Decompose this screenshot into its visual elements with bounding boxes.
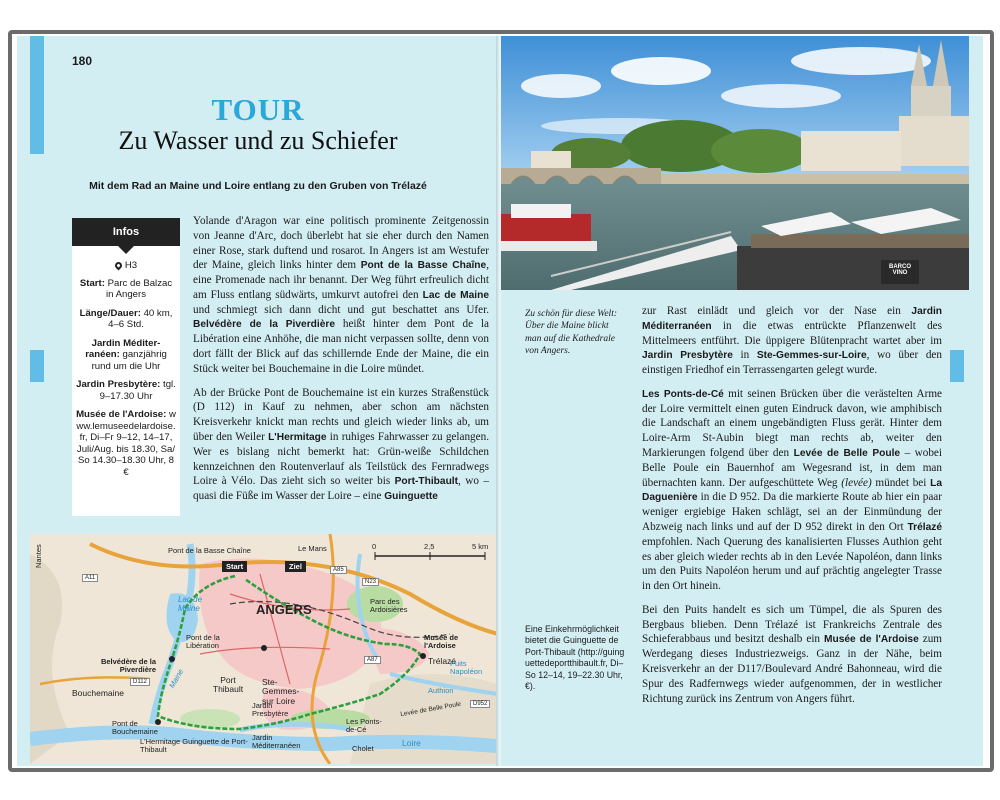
map-scale-2-5: 2,5 (424, 542, 435, 551)
map-scale-5km: 5 km (472, 542, 489, 551)
map-label-ste-gemmes: Ste-Gemmes-sur Loire (262, 677, 300, 706)
map-label-trelaze: Trélazé (428, 656, 457, 666)
map-label-bouchemaine: Bouchemaine (72, 688, 124, 698)
route-map (30, 534, 498, 764)
map-label-jardin-presbytere: Jardin Presbytère (252, 701, 289, 719)
chapter-tab-mid-right (950, 350, 964, 382)
map-label-authion: Authion (428, 686, 454, 695)
info-musee-ardoise: Musée de l'Ardoise: www.lemuseedelardoise.fr, Di–Fr 9–12, 14–17, Juli/Aug. bis 18.30, Sa/So 14.30–18.30 Uhr, 8 € (76, 409, 176, 478)
left-paragraph-1: Yolande d'Aragon war eine politisch prominente Zeitgenossin von Jeanne d'Arc, doch überlebt hat sie eher durch den Namen einer Rose, stark duftend und rosarot. In Angers ist am Westufer der Maine, gleich links hinter dem Pont de la Basse Chaîne, eine Promenade nach ihr benannt. Der Weg führt erfreulich dicht am Fluss entlang südwärts, umkurvt autofrei den Lac de Maine und schmiegt sich dann dicht und gut beschattet ans Ufer. Belvédère de la Piverdière heißt hinter dem Pont de la Libération eine Anhöhe, die man nicht verpassen sollte, denn von dort fällt der Blick auf das schillernde Ende der Maine, die ein Stück weiter bei Bouchemaine in die Loire mündet. (193, 215, 489, 375)
map-label-cholet: Cholet (352, 744, 374, 753)
map-road-d112: D112 (130, 678, 150, 686)
page-subtitle: Mit dem Rad an Maine und Loire entlang zu den Gruben von Trélazé (89, 180, 427, 192)
info-jardin-mediterraneen: Jardin Méditer-ranéen: ganzjährig rund um die Uhr (85, 337, 167, 372)
map-label-levee-belle-poule: Levée de Belle Poule (399, 700, 462, 719)
map-label-puits-napoleon: Puits Napoléon (450, 659, 483, 677)
map-label-parc-ardoisieres: Parc des Ardoisières (370, 597, 408, 615)
map-road-a11: A11 (82, 574, 98, 582)
photo-graphic (501, 36, 969, 290)
map-road-n23: N23 (362, 578, 379, 586)
map-label-belvedere: Belvédère de la Piverdière (100, 657, 156, 675)
map-label-lac-de-maine: Lac de Maine (178, 595, 203, 613)
map-label-nantes: Nantes (34, 544, 43, 568)
info-start: Start: Parc de Balzac in Angers (79, 277, 173, 300)
map-label-port-thibault: Port Thibault (212, 675, 244, 695)
page-number: 180 (72, 54, 93, 68)
photo-caption: Zu schön für diese Welt: Über die Maine blickt man auf die Kathedrale von Angers. (525, 309, 618, 357)
map-pin-icon (113, 261, 123, 271)
right-paragraph-3: Bei den Puits handelt es sich um Tümpel, die als Spuren des Bergbaus blieben. Denn Trélazé ist Frankreichs Zentrale des Schieferabbaus und besitzt deshalb ein Musée de l'Ardoise zum Werdegang dieses Industriezweigs. Ganz in der Nähe, beim Kreisverkehr an der D117/Boulevard André Bahonneau, wird die Spur des Radfernwegs wieder aufgenommen, der in westlicher Richtung zurück ins Zentrum von Angers führt. (642, 603, 942, 705)
chapter-tab-mid-left (30, 350, 44, 382)
map-road-a85: A85 (330, 566, 347, 574)
map-label-hermitage-guinguette: L'Hermitage Guinguette de Port-Thibault (140, 737, 248, 755)
map-label-jardin-mediterraneen: Jardin Méditerranéen (252, 733, 301, 751)
map-label-musee-ardoise: Musée de l'Ardoise (424, 633, 459, 651)
map-label-pont-basse-chaine: Pont de la Basse Chaîne (168, 546, 251, 555)
map-label-pont-liberation: Pont de la Libération (186, 633, 220, 651)
left-body-text (193, 214, 489, 513)
map-label-ziel: Ziel (285, 561, 306, 572)
map-road-d952: D952 (470, 700, 490, 708)
map-label-angers: ANGERS (256, 602, 312, 617)
photo-sign-barco-vino: BARCO VINO (889, 264, 911, 277)
page-title: Zu Wasser und zu Schiefer (118, 126, 398, 155)
map-label-ponts-de-ce: Les Ponts-de-Cé (346, 717, 382, 735)
left-paragraph-2: Ab der Brücke Pont de Bouchemaine ist ein kurzes Straßenstück (D 112) in Kauf zu nehmen, aber schon am nächsten Kreisverkehr knickt man rechts und gleich wieder links ab, um über den Weiler L'Hermitage in ruhiges Fahrwasser zu gelangen. Wer es bislang nicht bemerkt hat: Grün-weiße Schildchen kennzeichnen den Routenverlauf als Teilstück des Fernradwegs Loire à Vélo. Das zieht sich so weiter bis Port-Thibault, wo – quasi die Füße im Wasser der Loire – eine Guinguette (193, 386, 489, 503)
map-road-a87: A87 (364, 656, 381, 664)
right-paragraph-2: Les Ponts-de-Cé mit seinen Brücken über die verästelten Arme der Loire vermittelt einen guten Eindruck davon, wie amphibisch die Landschaft an einem ungebändigten Fluss gerät. Hinter dem Loire-Arm St-Aubin biegt man rechts ab, weiter den Markierungen folgend über den Levée de Belle Poule – wobei Belle Poule ein Bauernhof am Wegesrand ist, in dem man übernachten kann. Der aufgeschüttete Weg (levée) mündet bei La Daguenière in die D 952. Da die markierte Route ab hier ein paar weniger ergiebige Haken schlägt, sei an der Einmündung der Abzweig nach links und auf der D 952 direkt in den Ort Trélazé empfohlen. Nach Querung des kanalisierten Flusses Authion geht es aber gleich wieder rechts ab in den Levée Napoléon, dann links um den Puits Napoléon herum und auf prächtig angelegter Trasse in den Ort hinein. (642, 387, 943, 593)
info-duration: Länge/Dauer: 40 km, 4–6 Std. (79, 307, 173, 330)
right-body-text (642, 304, 942, 715)
info-box (72, 218, 180, 516)
map-label-start: Start (222, 561, 247, 572)
map-label-le-mans: Le Mans (298, 544, 327, 553)
info-grid-ref: H3 (76, 260, 176, 272)
side-note-guinguette: Eine Einkehrmöglichkeit bietet die Guinguette de Port-Thibault (http://guinguettedeportthibault.fr, Di–So 12–14, 19–22.30 Uhr, €). (525, 624, 625, 692)
map-scale-0: 0 (372, 542, 377, 551)
map-label-maine: Maine (167, 667, 186, 690)
map-label-pont-bouchemaine: Pont de Bouchemaine (112, 719, 158, 737)
info-box-heading: Infos (72, 218, 180, 246)
tour-label: TOUR (211, 92, 305, 127)
right-paragraph-1: zur Rast einlädt und gleich vor der Nase ein Jardin Méditerranéen in die etwas entrückte Pflanzenwelt des Mittelmeers entführt. Die üppigere Blütenpracht wartet aber im Jardin Presbytère in Ste-Gemmes-sur-Loire, wo über den einstigen Friedhof ein Terrassengarten gelegt wurde. (642, 305, 942, 377)
photo-angers-maine (501, 36, 969, 290)
map-label-loire: Loire (402, 738, 421, 748)
info-jardin-presbytere: Jardin Presbytère: tgl. 9–17.30 Uhr (76, 379, 176, 402)
